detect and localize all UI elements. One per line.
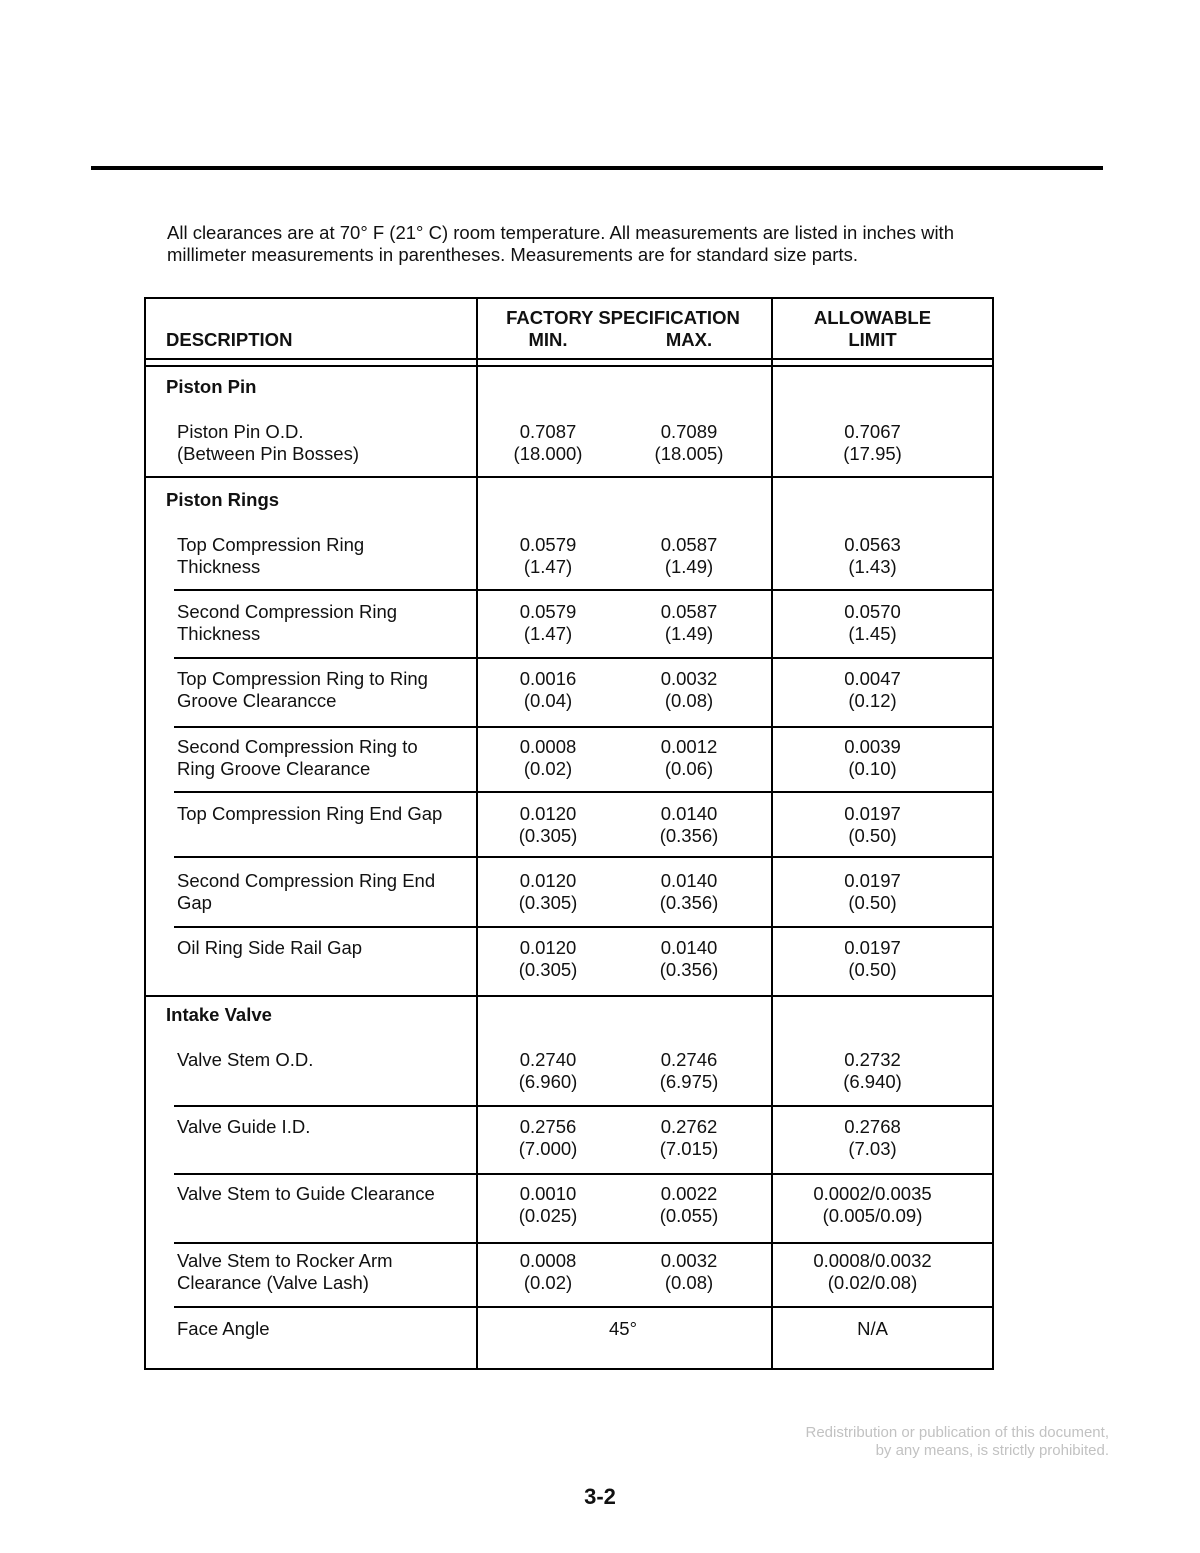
row-max-value: (6.975): [659, 1071, 719, 1092]
row-description: Valve Guide I.D.: [177, 1116, 311, 1137]
row-limit-value: 0.0563: [844, 534, 901, 555]
row-description: Second Compression Ring End: [177, 870, 436, 891]
redistribution-notice: [805, 1424, 1109, 1460]
row-description: Second Compression Ring to: [177, 736, 418, 757]
row-max-value: (0.06): [664, 758, 714, 779]
section-title: Intake Valve: [166, 1004, 272, 1025]
notice-line-1: Redistribution or publication of this document,: [805, 1424, 1109, 1441]
row-limit-value: (0.50): [848, 892, 897, 913]
row-limit-value: 0.0197: [844, 803, 901, 824]
header-allowable: ALLOWABLE: [813, 307, 932, 328]
row-limit-value: (7.03): [848, 1138, 897, 1159]
row-max-value: 0.0140: [660, 870, 718, 891]
row-limit-value: (0.50): [848, 825, 897, 846]
row-max-value: (0.08): [664, 1272, 714, 1293]
row-divider: [174, 1242, 994, 1244]
row-min-value: (0.02): [523, 1272, 573, 1293]
row-description: Piston Pin O.D.: [177, 421, 304, 442]
notice-line-2: by any means, is strictly prohibited.: [875, 1442, 1109, 1459]
row-limit-value: (1.43): [848, 556, 897, 577]
row-description: Groove Clearancce: [177, 690, 337, 711]
row-max-value: (0.08): [664, 690, 714, 711]
header-divider-bottom: [144, 365, 994, 367]
row-limit-value: (0.12): [848, 690, 897, 711]
row-min-value: 0.0120: [519, 803, 577, 824]
row-min-value: 0.2756: [519, 1116, 577, 1137]
specification-table: [144, 297, 994, 1370]
row-limit-value: (0.10): [848, 758, 897, 779]
row-max-value: (0.356): [659, 825, 719, 846]
header-description: DESCRIPTION: [166, 329, 293, 350]
row-divider: [174, 926, 994, 928]
face-angle-spec: 45°: [609, 1318, 637, 1339]
top-rule: [91, 166, 1103, 170]
row-description: Valve Stem O.D.: [177, 1049, 314, 1070]
row-max-value: 0.2746: [660, 1049, 718, 1070]
row-limit-value: 0.0197: [844, 937, 901, 958]
row-description: Valve Stem to Guide Clearance: [177, 1183, 435, 1204]
row-limit-value: 0.0002/0.0035: [813, 1183, 932, 1204]
row-min-value: (1.47): [523, 556, 573, 577]
row-max-value: (1.49): [664, 623, 714, 644]
row-max-value: 0.0032: [660, 1250, 718, 1271]
row-description: Clearance (Valve Lash): [177, 1272, 369, 1293]
row-divider: [174, 726, 994, 728]
header-limit: LIMIT: [848, 329, 897, 350]
row-description: Thickness: [177, 556, 261, 577]
row-min-value: 0.0579: [519, 601, 577, 622]
row-description: Valve Stem to Rocker Arm: [177, 1250, 393, 1271]
header-factory-specification: FACTORY SPECIFICATION: [506, 307, 740, 328]
row-max-value: 0.0140: [660, 803, 718, 824]
face-angle-limit: N/A: [857, 1318, 888, 1339]
header-min: MIN.: [528, 329, 568, 350]
row-description: Gap: [177, 892, 212, 913]
row-max-value: (18.005): [654, 443, 724, 464]
intro-paragraph: [167, 222, 1047, 266]
section-title: Piston Rings: [166, 489, 280, 510]
row-min-value: (0.04): [523, 690, 573, 711]
row-limit-value: (1.45): [848, 623, 897, 644]
header-max: MAX.: [665, 329, 713, 350]
row-divider: [174, 856, 994, 858]
row-description: (Between Pin Bosses): [177, 443, 360, 464]
row-description: Top Compression Ring End Gap: [177, 803, 443, 824]
row-limit-value: 0.7067: [844, 421, 901, 442]
row-description: Top Compression Ring to Ring: [177, 668, 428, 689]
row-min-value: 0.0579: [519, 534, 577, 555]
row-max-value: 0.2762: [660, 1116, 718, 1137]
row-max-value: 0.0140: [660, 937, 718, 958]
row-divider: [476, 476, 994, 478]
row-limit-value: 0.0047: [844, 668, 901, 689]
row-description: Thickness: [177, 623, 261, 644]
column-divider-description: [476, 297, 478, 1370]
header-divider-top: [144, 358, 994, 360]
row-max-value: 0.0032: [660, 668, 718, 689]
row-min-value: 0.7087: [519, 421, 577, 442]
row-min-value: 0.0016: [519, 668, 577, 689]
row-divider: [174, 1173, 994, 1175]
row-limit-value: (17.95): [843, 443, 902, 464]
intro-line-2: millimeter measurements in parentheses. Measurements are for standard size parts.: [167, 244, 858, 265]
row-max-value: (0.055): [659, 1205, 719, 1226]
row-divider: [144, 995, 994, 997]
row-limit-value: 0.0039: [844, 736, 901, 757]
row-max-value: 0.0022: [660, 1183, 718, 1204]
row-max-value: 0.0587: [660, 534, 718, 555]
row-min-value: 0.0008: [519, 1250, 577, 1271]
row-min-value: (0.305): [518, 825, 578, 846]
row-limit-value: 0.0570: [844, 601, 901, 622]
row-min-value: 0.2740: [519, 1049, 577, 1070]
page-number: 3-2: [584, 1484, 616, 1509]
section-title: Piston Pin: [166, 376, 257, 397]
row-min-value: 0.0008: [519, 736, 577, 757]
row-min-value: (1.47): [523, 623, 573, 644]
row-min-value: (0.02): [523, 758, 573, 779]
row-max-value: 0.0012: [660, 736, 718, 757]
row-min-value: (0.025): [518, 1205, 578, 1226]
row-min-value: (0.305): [518, 959, 578, 980]
row-max-value: (0.356): [659, 959, 719, 980]
row-limit-value: 0.2768: [844, 1116, 901, 1137]
row-limit-value: 0.0008/0.0032: [813, 1250, 932, 1271]
row-max-value: (7.015): [659, 1138, 719, 1159]
row-description: Oil Ring Side Rail Gap: [177, 937, 363, 958]
row-divider: [174, 657, 994, 659]
row-max-value: (1.49): [664, 556, 714, 577]
row-limit-value: (0.50): [848, 959, 897, 980]
row-description: Ring Groove Clearance: [177, 758, 371, 779]
face-angle-label: Face Angle: [177, 1318, 270, 1339]
row-divider: [174, 791, 994, 793]
row-divider: [174, 1306, 994, 1308]
row-min-value: 0.0010: [519, 1183, 577, 1204]
row-min-value: (18.000): [513, 443, 583, 464]
row-limit-value: (0.005/0.09): [822, 1205, 923, 1226]
section-divider: [144, 476, 476, 478]
row-limit-value: 0.0197: [844, 870, 901, 891]
row-limit-value: 0.2732: [844, 1049, 901, 1070]
row-limit-value: (6.940): [843, 1071, 902, 1092]
row-divider: [174, 1105, 994, 1107]
row-max-value: 0.0587: [660, 601, 718, 622]
row-max-value: 0.7089: [660, 421, 718, 442]
row-divider: [174, 589, 994, 591]
row-min-value: (0.305): [518, 892, 578, 913]
row-min-value: 0.0120: [519, 937, 577, 958]
intro-line-1: All clearances are at 70° F (21° C) room temperature. All measurements are listed in inches with: [167, 222, 954, 243]
row-max-value: (0.356): [659, 892, 719, 913]
row-min-value: (7.000): [518, 1138, 578, 1159]
row-min-value: (6.960): [518, 1071, 578, 1092]
row-description: Top Compression Ring: [177, 534, 365, 555]
row-description: Second Compression Ring: [177, 601, 398, 622]
row-limit-value: (0.02/0.08): [827, 1272, 918, 1293]
row-min-value: 0.0120: [519, 870, 577, 891]
